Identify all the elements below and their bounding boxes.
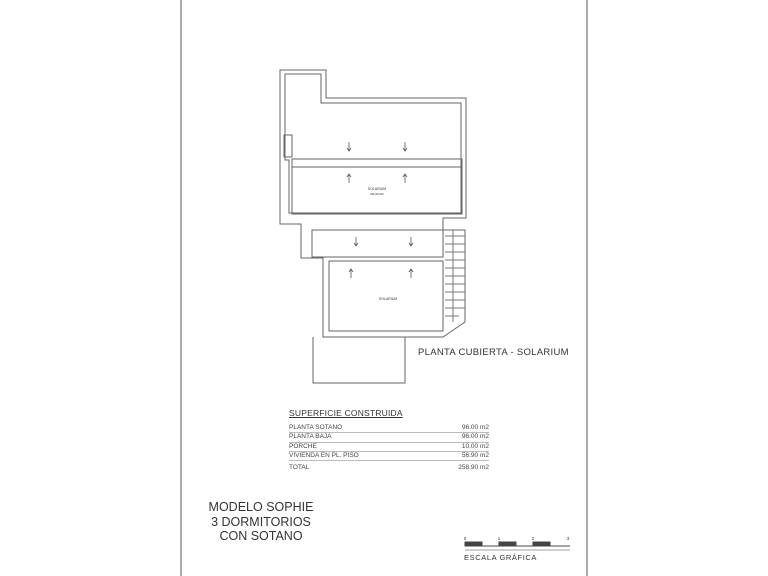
table-row [289, 433, 489, 442]
row-value: 96.00 m2 [461, 433, 489, 441]
row-label: PLANTA SOTANO [289, 424, 343, 431]
model-title-block [196, 500, 326, 544]
row-label: PORCHE [289, 442, 317, 450]
arrow-up-icon [349, 269, 353, 278]
arrow-up-icon [347, 174, 351, 183]
total-value: 258.90 m2 [458, 464, 489, 472]
upper-room-sublabel: DE 80 M2 [370, 192, 384, 196]
arrow-down-icon [403, 142, 407, 151]
lower-solarium-room [329, 261, 443, 331]
roof-plan [280, 70, 466, 383]
row-value: 56.90 m2 [461, 451, 489, 459]
arrow-down-icon [409, 237, 413, 246]
arrow-down-icon [354, 237, 358, 246]
row-label: PLANTA BAJA [289, 433, 332, 441]
arrow-up-icon [403, 174, 407, 183]
scale-tick-2: 2 [531, 536, 535, 541]
arrow-down-icon [347, 142, 351, 151]
row-value: 96.00 m2 [461, 424, 489, 431]
total-row [289, 464, 489, 472]
graphic-scale [465, 542, 570, 550]
lower-room-label: SOLARIUM [378, 297, 398, 301]
lower-roof-strip [312, 230, 443, 257]
plan-title: PLANTA CUBIERTA - SOLARIUM [418, 347, 569, 358]
scale-label: ESCALA GRÁFICA [464, 553, 538, 562]
scale-tick-1: 1 [497, 536, 501, 541]
surface-heading: SUPERFICIE CONSTRUIDA [289, 408, 403, 418]
porch-outline [313, 337, 405, 383]
model-bedrooms: 3 DORMITORIOS [211, 514, 311, 529]
total-label: TOTAL [289, 464, 310, 472]
stair [445, 230, 465, 322]
model-name: MODELO SOPHIE [208, 500, 314, 514]
scale-tick-3: 3 [566, 536, 570, 541]
arrow-up-icon [409, 269, 413, 278]
scale-tick-0: 0 [463, 536, 467, 541]
plan-outline [280, 70, 466, 337]
surface-table [289, 408, 489, 472]
slope-arrows [347, 142, 413, 278]
row-value: 10.00 m2 [461, 442, 489, 450]
model-basement: CON SOTANO [219, 529, 303, 543]
table-row [289, 452, 489, 461]
upper-roof-strip [292, 159, 462, 167]
table-row [289, 424, 489, 433]
upper-room-label: SOLARIUM [367, 187, 387, 191]
row-label: VIVIENDA EN PL. PISO [289, 451, 359, 459]
table-row [289, 443, 489, 452]
